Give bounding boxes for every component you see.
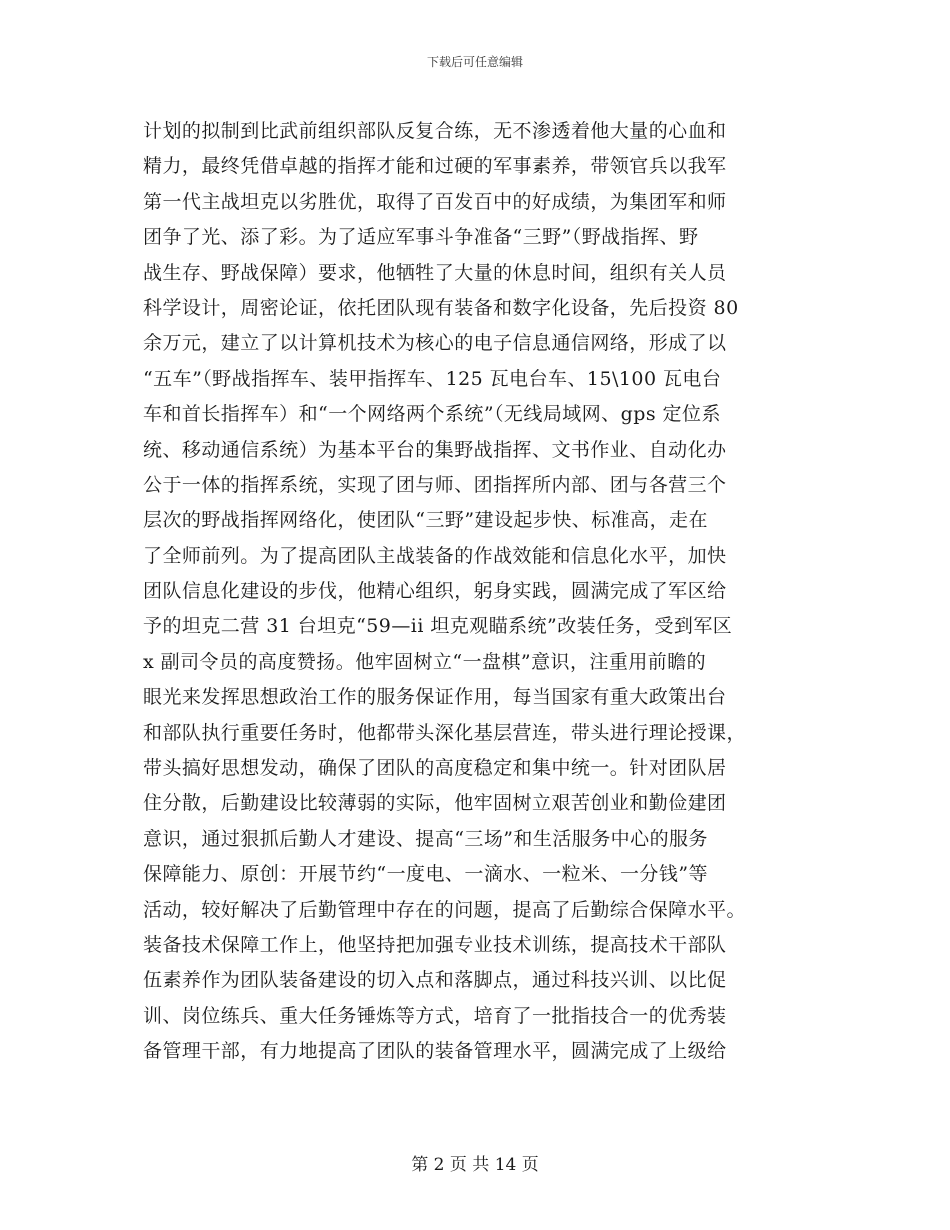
text-line: 备管理干部，有力地提高了团队的装备管理水平，圆满完成了上级给 xyxy=(143,1040,727,1063)
text-line: 住分散，后勤建设比较薄弱的实际，他牢固树立艰苦创业和勤俭建团 xyxy=(143,792,727,815)
text-line: 战生存、野战保障）要求，他牺牲了大量的休息时间，组织有关人员 xyxy=(143,261,727,284)
text-line: “五车”（野战指挥车、装甲指挥车、125 瓦电台车、15\100 瓦电台 xyxy=(143,367,722,390)
text-line: x 副司令员的高度赞扬。他牢固树立“一盘棋”意识，注重用前瞻的 xyxy=(143,650,707,673)
text-line: 意识，通过狠抓后勤人才建设、提高“三场”和生活服务中心的服务 xyxy=(143,827,708,850)
text-line: 余万元，建立了以计算机技术为核心的电子信息通信网络，形成了以 xyxy=(143,332,727,355)
text-line: 团争了光、添了彩。为了适应军事斗争准备“三野”（野战指挥、野 xyxy=(143,226,699,249)
text-line: 带头搞好思想发动，确保了团队的高度稳定和集中统一。针对团队居 xyxy=(143,757,727,780)
text-line: 和部队执行重要任务时，他都带头深化基层营连，带头进行理论授课， xyxy=(143,721,746,744)
text-line: 统、移动通信系统）为基本平台的集野战指挥、文书作业、自动化办 xyxy=(143,438,727,461)
text-line: 训、岗位练兵、重大任务锤炼等方式，培育了一批指技合一的优秀装 xyxy=(143,1004,727,1027)
text-line: 计划的拟制到比武前组织部队反复合练，无不渗透着他大量的心血和 xyxy=(143,120,727,142)
text-line: 科学设计，周密论证，依托团队现有装备和数字化设备，先后投资 80 xyxy=(143,296,739,319)
page-header: 下载后可任意编辑 xyxy=(426,55,523,69)
text-line: 公于一体的指挥系统，实现了团与师、团指挥所内部、团与各营三个 xyxy=(143,473,727,496)
text-line: 活动，较好解决了后勤管理中存在的问题，提高了后勤综合保障水平。 xyxy=(143,898,746,921)
body-text xyxy=(143,114,813,1070)
text-line: 眼光来发挥思想政治工作的服务保证作用，每当国家有重大政策出台 xyxy=(143,686,727,709)
text-line: 予的坦克二营 31 台坦克“59—ii 坦克观瞄系统”改装任务，受到军区 xyxy=(143,615,733,638)
text-line: 团队信息化建设的步伐，他精心组织，躬身实践，圆满完成了军区给 xyxy=(143,580,727,603)
text-line: 伍素养作为团队装备建设的切入点和落脚点，通过科技兴训、以比促 xyxy=(143,969,727,992)
text-line: 第一代主战坦克以劣胜优，取得了百发百中的好成绩，为集团军和师 xyxy=(143,190,727,213)
text-line: 精力，最终凭借卓越的指挥才能和过硬的军事素养，带领官兵以我军 xyxy=(143,155,727,178)
text-line: 车和首长指挥车）和“一个网络两个系统”（无线局域网、gps 定位系 xyxy=(143,403,721,426)
text-line: 了全师前列。为了提高团队主战装备的作战效能和信息化水平，加快 xyxy=(143,544,727,567)
text-line: 装备技术保障工作上，他坚持把加强专业技术训练，提高技术干部队 xyxy=(143,933,727,956)
text-line: 保障能力、原创：开展节约“一度电、一滴水、一粒米、一分钱”等 xyxy=(143,863,708,886)
text-line: 层次的野战指挥网络化，使团队“三野”建设起步快、标准高，走在 xyxy=(143,509,708,532)
page-number-footer: 第 2 页 共 14 页 xyxy=(411,1155,539,1175)
